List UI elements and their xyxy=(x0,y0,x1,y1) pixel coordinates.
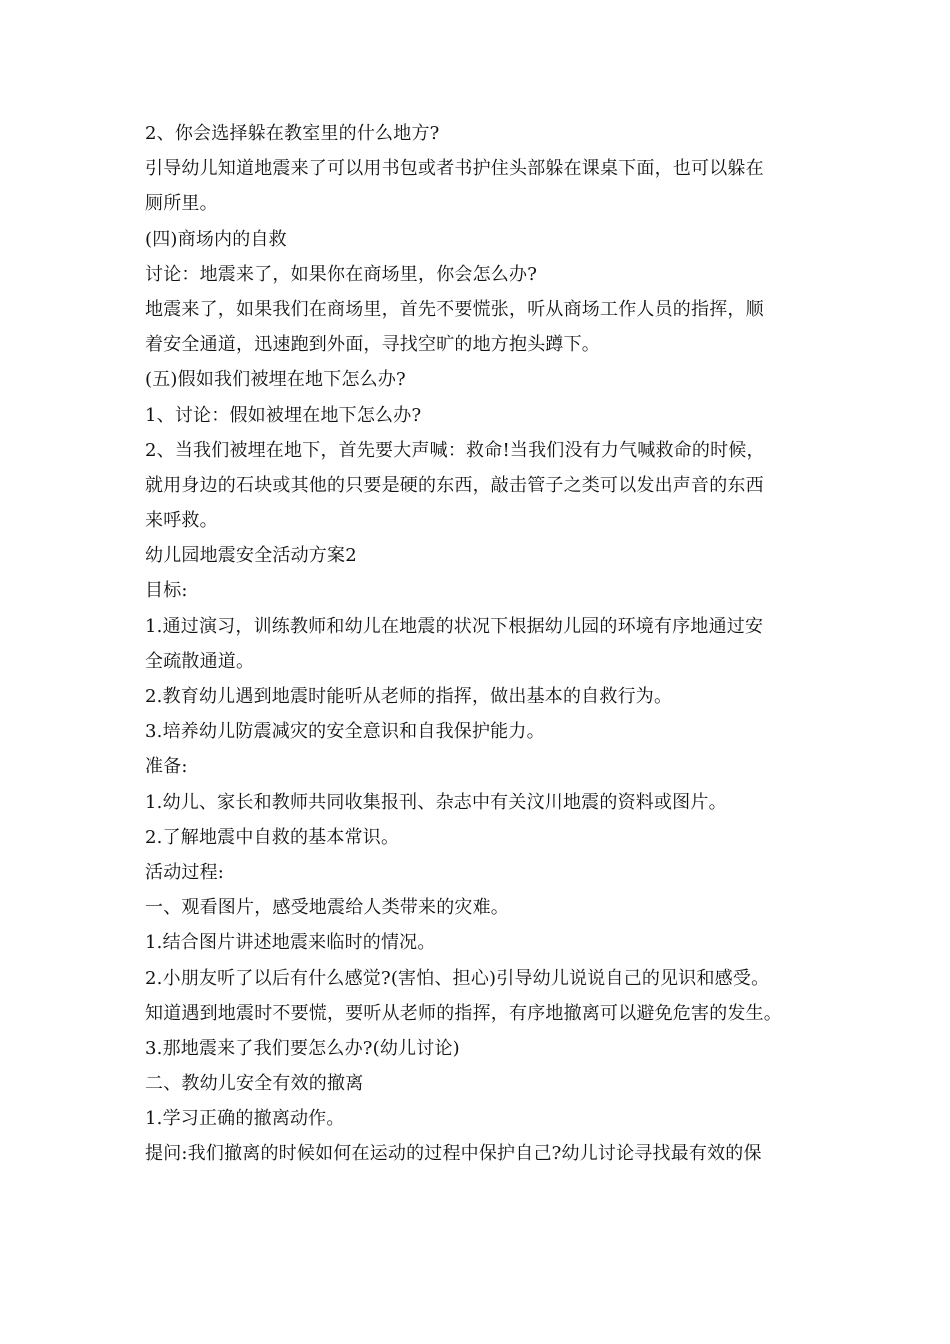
text-line: 讨论：地震来了，如果你在商场里，你会怎么办? xyxy=(145,263,538,285)
text-line: 一、观看图片，感受地震给人类带来的灾难。 xyxy=(145,897,509,919)
section-heading: 活动过程: xyxy=(145,861,225,883)
text-line: 1.学习正确的撤离动作。 xyxy=(145,1108,345,1130)
section-heading: 目标: xyxy=(145,580,188,602)
text-line: 来呼救。 xyxy=(145,510,218,532)
text-line: 引导幼儿知道地震来了可以用书包或者书护住头部躲在课桌下面，也可以躲在 xyxy=(145,158,764,180)
text-line: 知道遇到地震时不要慌，要听从老师的指挥，有序地撤离可以避免危害的发生。 xyxy=(145,1002,782,1024)
text-line: 厕所里。 xyxy=(145,193,218,215)
text-line: 3.那地震来了我们要怎么办?(幼儿讨论) xyxy=(145,1037,460,1059)
text-line: 2、你会选择躲在教室里的什么地方? xyxy=(145,123,440,144)
section-heading: (四)商场内的自救 xyxy=(145,228,287,250)
text-line: 2、当我们被埋在地下，首先要大声喊：救命!当我们没有力气喊救命的时候， xyxy=(145,439,765,461)
text-line: 着安全通道，迅速跑到外面，寻找空旷的地方抱头蹲下。 xyxy=(145,334,600,356)
text-line: 全疏散通道。 xyxy=(145,650,255,672)
text-line: 提问:我们撤离的时候如何在运动的过程中保护自己?幼儿讨论寻找最有效的保 xyxy=(145,1143,762,1165)
text-line: 2.教育幼儿遇到地震时能听从老师的指挥，做出基本的自救行为。 xyxy=(145,686,673,707)
text-line: 就用身边的石块或其他的只要是硬的东西，敲击管子之类可以发出声音的东西 xyxy=(145,474,764,496)
document-body xyxy=(145,116,810,1172)
text-line: 2.小朋友听了以后有什么感觉?(害怕、担心)引导幼儿说说自己的见识和感受。 xyxy=(145,967,770,989)
section-heading: (五)假如我们被埋在地下怎么办? xyxy=(145,369,406,391)
text-line: 地震来了，如果我们在商场里，首先不要慌张，听从商场工作人员的指挥，顺 xyxy=(145,298,764,320)
text-line: 1.幼儿、家长和教师共同收集报刊、杂志中有关汶川地震的资料或图片。 xyxy=(145,791,727,813)
text-line: 二、教幼儿安全有效的撤离 xyxy=(145,1073,364,1095)
text-line: 2.了解地震中自救的基本常识。 xyxy=(145,826,400,848)
text-line: 1.通过演习，训练教师和幼儿在地震的状况下根据幼儿园的环境有序地通过安 xyxy=(145,615,764,637)
document-subtitle: 幼儿园地震安全活动方案2 xyxy=(145,545,357,567)
section-heading: 准备: xyxy=(145,756,188,778)
text-line: 1、讨论：假如被埋在地下怎么办? xyxy=(145,404,422,426)
text-line: 3.培养幼儿防震减灾的安全意识和自我保护能力。 xyxy=(145,721,545,743)
text-line: 1.结合图片讲述地震来临时的情况。 xyxy=(145,932,436,954)
